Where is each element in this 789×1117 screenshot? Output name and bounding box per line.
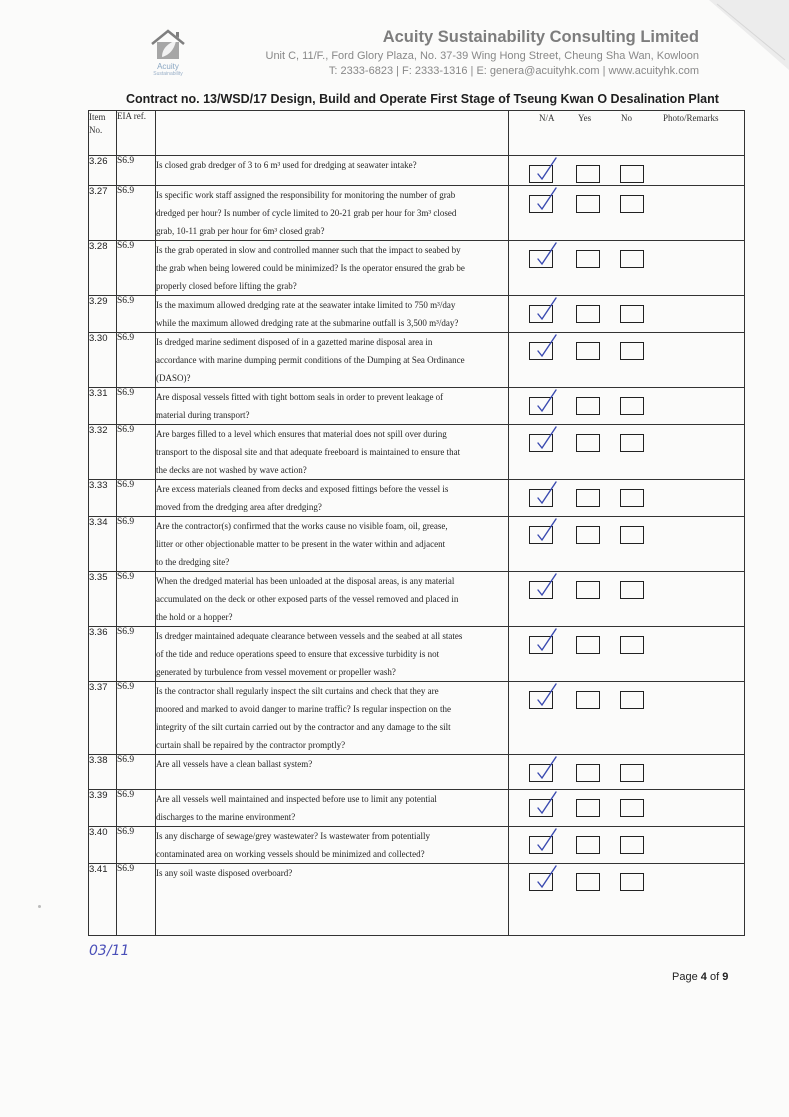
question-text	[156, 156, 509, 186]
eia-ref: S6.9	[117, 480, 156, 517]
item-number: 3.37	[89, 682, 117, 755]
question-line: the grab when being lowered could be minimized? Is the operator ensured the grab be	[156, 263, 465, 273]
question-line: Are all vessels well maintained and inspected before use to limit any potential	[156, 794, 437, 804]
no-checkbox[interactable]	[620, 489, 644, 507]
yes-checkbox[interactable]	[576, 489, 600, 507]
question-line: contaminated area on working vessels should be minimized and collected?	[156, 849, 425, 859]
checklist-table	[88, 110, 745, 936]
yes-checkbox[interactable]	[576, 691, 600, 709]
table-row	[89, 627, 745, 682]
question-line: of the tide and reduce operations speed to ensure that excessive turbidity is not	[156, 649, 440, 659]
checkmark-icon	[531, 425, 561, 451]
yes-checkbox[interactable]	[576, 165, 600, 183]
question-line: integrity of the silt curtain carried out by the contractor and any damage to the silt	[156, 722, 451, 732]
no-checkbox[interactable]	[620, 764, 644, 782]
no-checkbox[interactable]	[620, 873, 644, 891]
table-row	[89, 296, 745, 333]
question-text	[156, 388, 509, 425]
question-text	[156, 517, 509, 572]
phone: T: 2333-6823	[328, 65, 394, 77]
item-number: 3.36	[89, 627, 117, 682]
header-remarks: Photo/Remarks	[663, 113, 719, 123]
yes-checkbox[interactable]	[576, 526, 600, 544]
header-eia: EIA ref.	[117, 111, 156, 156]
table-row	[89, 755, 745, 790]
question-text	[156, 827, 509, 864]
item-number: 3.27	[89, 186, 117, 241]
question-text	[156, 790, 509, 827]
item-number: 3.40	[89, 827, 117, 864]
question-line: Is any soil waste disposed overboard?	[156, 868, 293, 878]
answer-cell	[509, 572, 745, 627]
table-row	[89, 241, 745, 296]
question-line: accumulated on the deck or other exposed parts of the vessel removed and placed in	[156, 594, 459, 604]
no-checkbox[interactable]	[620, 397, 644, 415]
scan-speck	[38, 905, 41, 908]
question-line: moved from the dredging area after dredging?	[156, 502, 322, 512]
no-checkbox[interactable]	[620, 836, 644, 854]
logo-text: Acuity	[157, 62, 179, 71]
question-line: Are the contractor(s) confirmed that the works cause no visible foam, oil, grease,	[156, 521, 448, 531]
table-row	[89, 682, 745, 755]
yes-checkbox[interactable]	[576, 305, 600, 323]
question-line: the decks are not washed by wave action?	[156, 465, 307, 475]
table-header-row	[89, 111, 745, 156]
no-checkbox[interactable]	[620, 165, 644, 183]
table-row	[89, 425, 745, 480]
checkmark-icon	[531, 296, 561, 322]
contract-title: Contract no. 13/WSD/17 Design, Build and Operate First Stage of Tseung Kwan O Desalination Plant	[126, 92, 719, 106]
fax: F: 2333-1316	[402, 65, 468, 77]
eia-ref: S6.9	[117, 627, 156, 682]
separator: |	[396, 65, 399, 77]
no-checkbox[interactable]	[620, 799, 644, 817]
question-text	[156, 480, 509, 517]
question-line: Is any discharge of sewage/grey wastewater? Is wastewater from potentially	[156, 831, 430, 841]
separator: |	[602, 65, 606, 77]
checkmark-icon	[531, 755, 561, 781]
answer-cell	[509, 827, 745, 864]
table-row	[89, 480, 745, 517]
answer-cell	[509, 241, 745, 296]
item-number: 3.38	[89, 755, 117, 790]
item-number: 3.28	[89, 241, 117, 296]
question-text	[156, 333, 509, 388]
table-row	[89, 186, 745, 241]
question-line: (DASO)?	[156, 373, 191, 383]
eia-ref: S6.9	[117, 156, 156, 186]
no-checkbox[interactable]	[620, 434, 644, 452]
item-number: 3.29	[89, 296, 117, 333]
eia-ref: S6.9	[117, 296, 156, 333]
question-text	[156, 425, 509, 480]
item-number: 3.35	[89, 572, 117, 627]
checkmark-icon	[531, 627, 561, 653]
item-number: 3.32	[89, 425, 117, 480]
question-text	[156, 241, 509, 296]
item-number: 3.39	[89, 790, 117, 827]
question-line: Is the grab operated in slow and controlled manner such that the impact to seabed by	[156, 245, 461, 255]
question-line: Is dredger maintained adequate clearance between vessels and the seabed at all states	[156, 631, 463, 641]
header-yes: Yes	[578, 113, 592, 123]
no-checkbox[interactable]	[620, 691, 644, 709]
page-fold-corner	[709, 0, 789, 70]
table-row	[89, 333, 745, 388]
eia-ref: S6.9	[117, 755, 156, 790]
header-question	[156, 111, 509, 156]
item-number: 3.41	[89, 864, 117, 936]
question-text	[156, 572, 509, 627]
question-line: to the dredging site?	[156, 557, 230, 567]
question-line: properly closed before lifting the grab?	[156, 281, 297, 291]
answer-cell	[509, 388, 745, 425]
table-row	[89, 827, 745, 864]
header-answers	[509, 111, 745, 156]
eia-ref: S6.9	[117, 241, 156, 296]
item-number: 3.30	[89, 333, 117, 388]
eia-ref: S6.9	[117, 827, 156, 864]
eia-ref: S6.9	[117, 682, 156, 755]
question-line: Are disposal vessels fitted with tight bottom seals in order to prevent leakage of	[156, 392, 444, 402]
yes-checkbox[interactable]	[576, 250, 600, 268]
question-line: Is the contractor shall regularly inspect the silt curtains and check that they are	[156, 686, 439, 696]
company-address: Unit C, 11/F., Ford Glory Plaza, No. 37-39 Wing Hong Street, Cheung Sha Wan, Kowloon	[265, 50, 699, 62]
no-checkbox[interactable]	[620, 195, 644, 213]
question-line: generated by turbulence from vessel movement or propeller wash?	[156, 667, 396, 677]
checkmark-icon	[531, 388, 561, 414]
header-no: No	[621, 113, 632, 123]
logo-subtext: Sustainability	[153, 71, 183, 77]
question-text	[156, 296, 509, 333]
no-checkbox[interactable]	[620, 305, 644, 323]
email: E: genera@acuityhk.com	[476, 65, 600, 77]
table-row	[89, 517, 745, 572]
table-row	[89, 572, 745, 627]
question-line: transport to the disposal site and that adequate freeboard is maintained to ensure that	[156, 447, 461, 457]
header-na: N/A	[539, 113, 555, 123]
question-line: while the maximum allowed dredging rate at the submarine outfall is 3,500 m³/day?	[156, 318, 459, 328]
table-row	[89, 388, 745, 425]
separator: |	[470, 65, 474, 77]
answer-cell	[509, 864, 745, 936]
eia-ref: S6.9	[117, 425, 156, 480]
no-checkbox[interactable]	[620, 250, 644, 268]
yes-checkbox[interactable]	[576, 342, 600, 360]
answer-cell	[509, 627, 745, 682]
yes-checkbox[interactable]	[576, 195, 600, 213]
question-line: accordance with marine dumping permit conditions of the Dumping at Sea Ordinance	[156, 355, 465, 365]
question-text	[156, 682, 509, 755]
answer-cell	[509, 156, 745, 186]
svg-text:03/11: 03/11	[89, 943, 130, 959]
header-item: Item No.	[89, 111, 117, 156]
eia-ref: S6.9	[117, 186, 156, 241]
checkmark-icon	[531, 790, 561, 816]
item-number: 3.33	[89, 480, 117, 517]
question-line: dredged per hour? Is number of cycle limited to 20-21 grab per hour for 3m³ closed	[156, 208, 457, 218]
answer-cell	[509, 333, 745, 388]
question-line: Is specific work staff assigned the responsibility for monitoring the number of grab	[156, 190, 456, 200]
question-line: grab, 10-11 grab per hour for 6m³ closed grab?	[156, 226, 325, 236]
checkmark-icon	[531, 333, 561, 359]
item-number: 3.34	[89, 517, 117, 572]
checkmark-icon	[531, 572, 561, 598]
no-checkbox[interactable]	[620, 636, 644, 654]
eia-ref: S6.9	[117, 790, 156, 827]
table-row	[89, 864, 745, 936]
question-text	[156, 864, 509, 936]
answer-cell	[509, 517, 745, 572]
answer-cell	[509, 682, 745, 755]
question-line: moored and marked to avoid danger to marine traffic? Is regular inspection on the	[156, 704, 451, 714]
question-line: the hold or a hopper?	[156, 612, 233, 622]
question-line: Is dredged marine sediment disposed of in a gazetted marine disposal area in	[156, 337, 433, 347]
company-name: Acuity Sustainability Consulting Limited	[382, 28, 699, 46]
page-number: Page 4 of 9	[672, 971, 729, 983]
question-line: Is the maximum allowed dredging rate at the seawater intake limited to 750 m³/day	[156, 300, 456, 310]
question-line: material during transport?	[156, 410, 250, 420]
checkmark-icon	[531, 864, 561, 890]
website: www.acuityhk.com	[608, 65, 699, 77]
yes-checkbox[interactable]	[576, 764, 600, 782]
answer-cell	[509, 755, 745, 790]
answer-cell	[509, 296, 745, 333]
question-text	[156, 755, 509, 790]
answer-cell	[509, 790, 745, 827]
eia-ref: S6.9	[117, 517, 156, 572]
checkmark-icon	[531, 186, 561, 212]
question-text	[156, 627, 509, 682]
question-text	[156, 186, 509, 241]
question-line: When the dredged material has been unloaded at the disposal areas, is any material	[156, 576, 455, 586]
company-contact	[179, 65, 699, 77]
yes-checkbox[interactable]	[576, 799, 600, 817]
checkmark-icon	[531, 480, 561, 506]
item-number: 3.31	[89, 388, 117, 425]
eia-ref: S6.9	[117, 333, 156, 388]
handwritten-note	[88, 938, 138, 962]
no-checkbox[interactable]	[620, 526, 644, 544]
question-line: litter or other objectionable matter to be present in the water within and adjacent	[156, 539, 446, 549]
yes-checkbox[interactable]	[576, 873, 600, 891]
yes-checkbox[interactable]	[576, 434, 600, 452]
checkmark-icon	[531, 517, 561, 543]
yes-checkbox[interactable]	[576, 581, 600, 599]
question-line: Are excess materials cleaned from decks and exposed fittings before the vessel is	[156, 484, 449, 494]
question-line: curtain shall be repaired by the contractor promptly?	[156, 740, 346, 750]
no-checkbox[interactable]	[620, 342, 644, 360]
yes-checkbox[interactable]	[576, 636, 600, 654]
checkmark-icon	[531, 682, 561, 708]
yes-checkbox[interactable]	[576, 397, 600, 415]
answer-cell	[509, 480, 745, 517]
checkmark-icon	[531, 241, 561, 267]
checkmark-icon	[531, 156, 561, 182]
question-line: Is closed grab dredger of 3 to 6 m³ used for dredging at seawater intake?	[156, 160, 417, 170]
question-line: discharges to the marine environment?	[156, 812, 296, 822]
question-line: Are barges filled to a level which ensures that material does not spill over during	[156, 429, 447, 439]
eia-ref: S6.9	[117, 572, 156, 627]
answer-cell	[509, 425, 745, 480]
eia-ref: S6.9	[117, 864, 156, 936]
yes-checkbox[interactable]	[576, 836, 600, 854]
eia-ref: S6.9	[117, 388, 156, 425]
item-number: 3.26	[89, 156, 117, 186]
no-checkbox[interactable]	[620, 581, 644, 599]
table-row	[89, 790, 745, 827]
checkmark-icon	[531, 827, 561, 853]
question-line: Are all vessels have a clean ballast system?	[156, 759, 313, 769]
table-row	[89, 156, 745, 186]
answer-cell	[509, 186, 745, 241]
